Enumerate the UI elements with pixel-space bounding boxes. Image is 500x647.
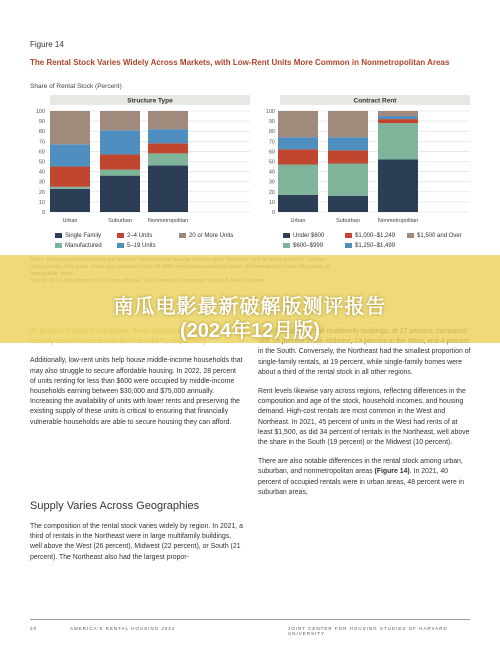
footer-publication: AMERICA'S RENTAL HOUSING 2024 xyxy=(70,626,176,631)
right-column xyxy=(258,327,471,507)
bar-segment xyxy=(50,189,90,212)
bar-segment xyxy=(148,143,188,153)
legend-swatch xyxy=(55,233,62,238)
left-column-bottom xyxy=(30,522,243,572)
y-tick-label: 90 xyxy=(268,119,275,126)
bar-segment xyxy=(100,176,140,212)
legend-swatch xyxy=(283,233,290,238)
x-tick-label: Urban xyxy=(290,218,306,224)
page-number: 20 xyxy=(30,626,38,631)
legend-swatch xyxy=(55,243,62,248)
right-paragraph-2: Rent levels likewise vary across regions, reflecting differences in the composition and age of the stock, household incomes, and housing demand. High-cost rentals are most common in the West and Northeast. In 2021, 45 percent of units in the West had rents of at least $1,500, as did 34 percent of rentals in the Northeast, well above the share in the South (19 percent) or the Midwest (10 percent). xyxy=(258,388,470,447)
legend-label: $1,000–$1,249 xyxy=(355,233,396,240)
bar-segment xyxy=(100,154,140,169)
y-tick-label: 30 xyxy=(268,179,275,186)
legend-item xyxy=(407,233,462,239)
bar-segment xyxy=(148,111,188,129)
legend-swatch xyxy=(117,233,124,238)
y-tick-label: 20 xyxy=(268,189,275,196)
right-paragraph-1: in the South. Conversely, the Northeast had the smallest proportion of single-family rentals, at 19 percent, while single-family homes were about a third of the rental stock in all other regions. xyxy=(258,348,471,376)
bar-segment xyxy=(278,137,318,149)
right-paragraph-3-a: There are also notable differences in the rental stock among urban, suburban, and nonmetropolitan areas xyxy=(258,458,463,476)
bar-segment xyxy=(100,170,140,176)
bar-segment xyxy=(278,165,318,195)
x-tick-label: Suburban xyxy=(336,218,360,224)
bar-segment xyxy=(50,111,90,144)
y-tick-label: 80 xyxy=(38,129,45,136)
legend-item xyxy=(55,233,101,239)
bar-segment xyxy=(50,144,90,166)
section-heading: Supply Varies Across Geographies xyxy=(30,500,200,512)
bar-segment xyxy=(328,111,368,137)
bar-segment xyxy=(148,153,188,165)
legend-item xyxy=(179,233,233,239)
y-tick-label: 60 xyxy=(268,149,275,156)
panel-title: Contract Rent xyxy=(353,97,397,105)
y-tick-label: 50 xyxy=(38,159,45,166)
bar-segment xyxy=(328,196,368,212)
bar-segment xyxy=(328,164,368,196)
legend-item xyxy=(283,233,324,239)
figure-14-reference: (Figure 14) xyxy=(374,468,410,476)
y-tick-label: 0 xyxy=(271,210,275,216)
x-tick-label: Suburban xyxy=(108,218,132,224)
bar-segment xyxy=(378,159,418,212)
bar-segment xyxy=(100,130,140,154)
legend-swatch xyxy=(345,243,352,248)
bar-segment xyxy=(50,187,90,189)
legend-swatch xyxy=(117,243,124,248)
bar-segment xyxy=(278,111,318,137)
y-tick-label: 90 xyxy=(38,119,45,126)
legend-label: 2–4 Units xyxy=(127,233,153,240)
y-tick-label: 70 xyxy=(38,139,45,146)
legend-swatch xyxy=(283,243,290,248)
y-tick-label: 10 xyxy=(38,199,45,206)
legend-item xyxy=(283,243,323,249)
bar-segment xyxy=(378,116,418,119)
bar-segment xyxy=(100,111,140,130)
left-paragraph-2: Additionally, low-rent units help house middle-income households that may also struggle to secure affordable housing. In 2022, 28 percent of units renting for less than $600 were occupied by middle-income households earning between $30,000 and $75,000 annually. Increasing the availability of units with lower rents and preserving the existing supply of these units is critical to ensuring that financially vulnerable households are able to secure housing they can afford. xyxy=(30,357,243,426)
legend-item xyxy=(55,243,102,249)
legend-item xyxy=(345,243,395,249)
contract-rent-legend xyxy=(283,233,483,253)
legend-swatch xyxy=(345,233,352,238)
y-tick-label: 80 xyxy=(268,129,275,136)
banner-subtitle: (2024年12月版) xyxy=(179,320,321,342)
legend-label: Under $600 xyxy=(293,233,325,240)
legend-swatch xyxy=(179,233,186,238)
panel-title: Structure Type xyxy=(127,97,173,105)
bar-segment xyxy=(378,111,418,116)
legend-label: $1,500 and Over xyxy=(417,233,462,240)
x-tick-label: Nonmetropolitan xyxy=(147,218,189,224)
bar-segment xyxy=(278,195,318,212)
legend-label: Manufactured xyxy=(65,243,102,250)
x-tick-label: Nonmetropolitan xyxy=(377,218,419,224)
page-footer xyxy=(30,619,470,634)
footer-organization: JOINT CENTER FOR HOUSING STUDIES OF HARVARD UNIVERSITY xyxy=(288,626,448,636)
y-tick-label: 100 xyxy=(35,109,45,115)
right-paragraph-3-b: . In 2021, 40 percent of occupied rentals were in urban areas, 48 percent were in suburban areas, xyxy=(258,468,465,496)
right-paragraph-3 xyxy=(258,457,471,498)
figure-label: Figure 14 xyxy=(30,40,64,49)
bar-segment xyxy=(50,167,90,187)
legend-item xyxy=(345,233,395,239)
legend-label: 20 or More Units xyxy=(189,233,234,240)
legend-label: 5–19 Units xyxy=(127,243,156,250)
left-paragraph-3: The composition of the rental stock varies widely by region. In 2021, a third of rentals in the Northeast were in large multifamily buildings, well above the West (26 percent), Midwest (22 percent), or South (21 percent). The Northeast also had the largest propor- xyxy=(30,523,243,561)
bar-segment xyxy=(378,119,418,123)
legend-label: Single Family xyxy=(65,233,102,240)
y-tick-label: 30 xyxy=(38,179,45,186)
structure-type-legend xyxy=(55,233,255,253)
bar-segment xyxy=(148,166,188,212)
bar-segment xyxy=(378,123,418,159)
y-tick-label: 20 xyxy=(38,189,45,196)
left-column-top xyxy=(30,327,243,437)
figure-subtitle: Share of Rental Stock (Percent) xyxy=(30,83,122,90)
legend-item xyxy=(117,243,156,249)
legend-label: $1,250–$1,499 xyxy=(355,243,396,250)
y-tick-label: 40 xyxy=(38,169,45,176)
y-tick-label: 60 xyxy=(38,149,45,156)
legend-swatch xyxy=(407,233,414,238)
legend-label: $600–$999 xyxy=(293,243,324,250)
bar-segment xyxy=(148,129,188,143)
y-tick-label: 0 xyxy=(41,210,45,216)
x-tick-label: Urban xyxy=(62,218,78,224)
y-tick-label: 50 xyxy=(268,159,275,166)
bar-segment xyxy=(328,150,368,163)
bar-segment xyxy=(328,137,368,150)
figure-title: The Rental Stock Varies Widely Across Markets, with Low-Rent Units More Common in Nonmetropolitan Areas xyxy=(30,58,450,67)
y-tick-label: 40 xyxy=(268,169,275,176)
legend-item xyxy=(117,233,152,239)
banner-title: 南瓜电影最新破解版测评报告 xyxy=(113,296,387,318)
stacked-bar-charts xyxy=(0,0,500,255)
y-tick-label: 10 xyxy=(268,199,275,206)
bar-segment xyxy=(278,149,318,164)
y-tick-label: 70 xyxy=(268,139,275,146)
y-tick-label: 100 xyxy=(265,109,275,115)
